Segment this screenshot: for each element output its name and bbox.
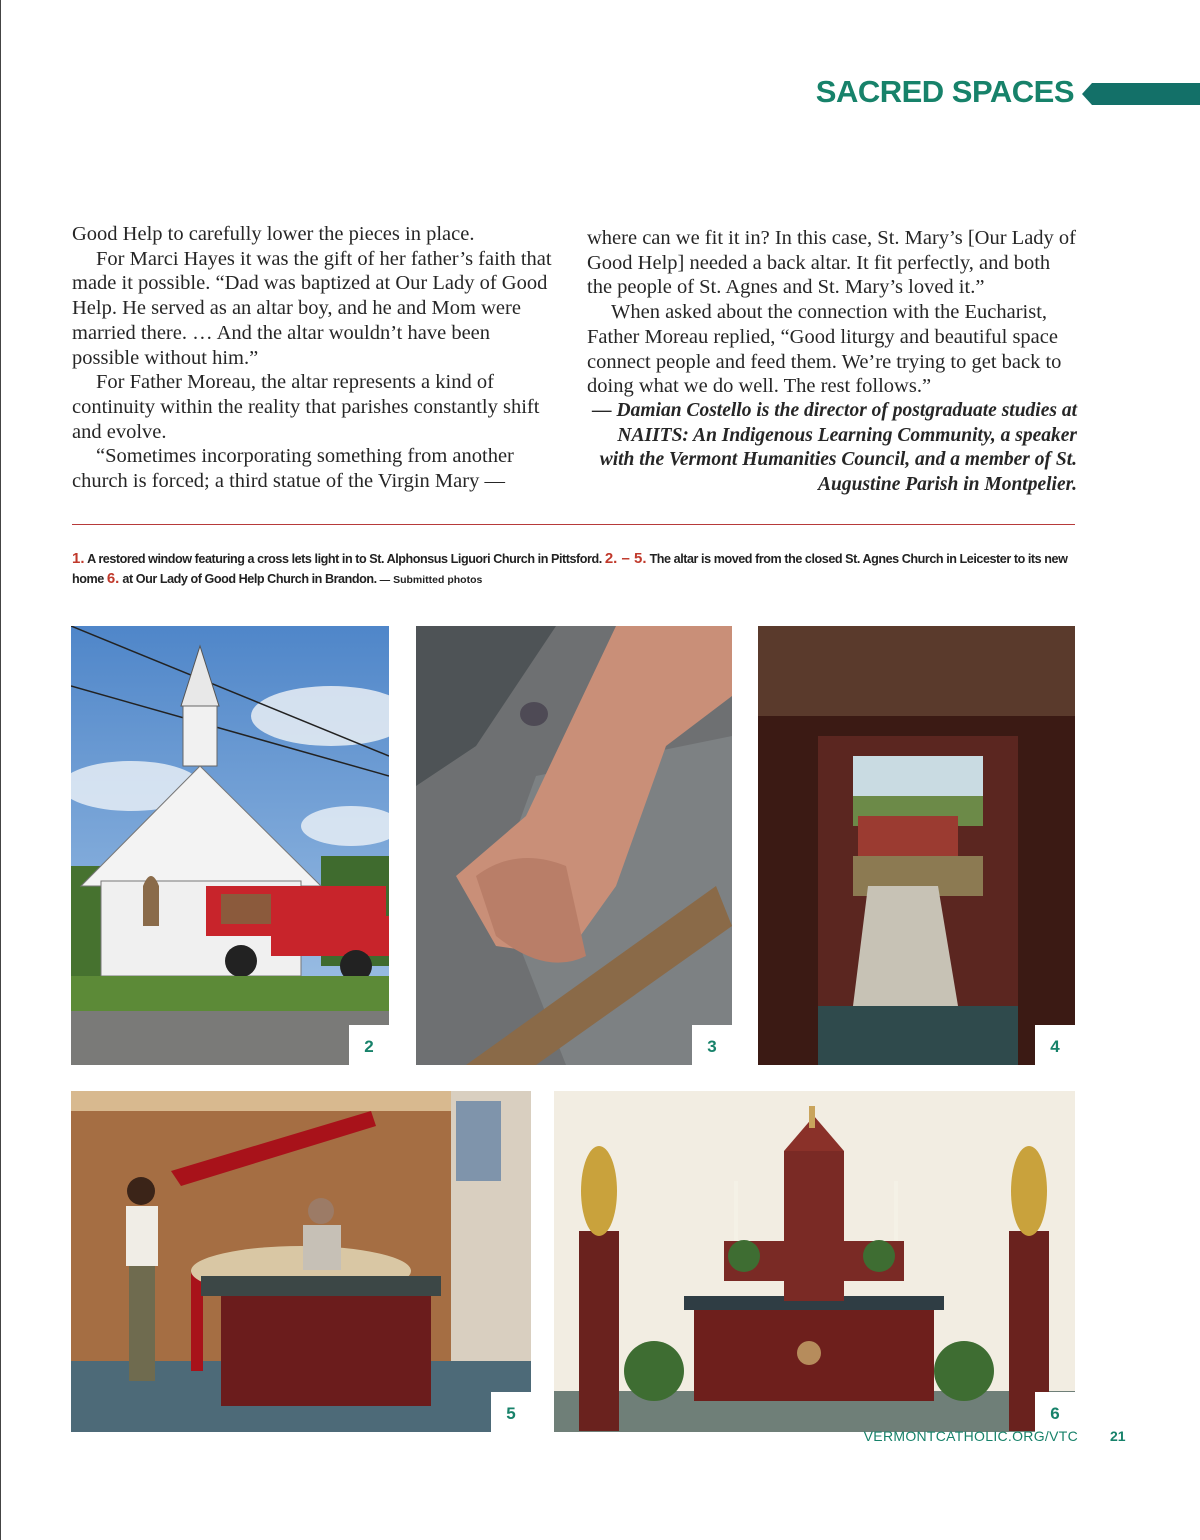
caption-number: 1.: [72, 550, 85, 567]
photo-number: 2: [349, 1025, 389, 1065]
caption-number: 6.: [106, 570, 120, 587]
caption-divider: [72, 524, 1075, 525]
paragraph: For Marci Hayes it was the gift of her father’s faith that made it possible. “Dad was baptized at Our Lady of Good Help. He served as an altar boy, and he and Mom were married there. … And the altar wouldn’t have been possible without him.”: [72, 247, 552, 369]
caption-text: A restored window featuring a cross lets light in to St. Alphonsus Liguori Church in Pittsford.: [84, 552, 605, 566]
photo-church-truck: [71, 626, 389, 1065]
section-title: SACRED SPACES: [815, 74, 1074, 109]
photo-restored-altar: [554, 1091, 1075, 1432]
author-bio: — Damian Costello is the director of postgraduate studies at NAIITS: An Indigenous Learning Community, a speaker with the Vermont Humanities Council, and a member of St. Augustine Parish in Montpelier.: [592, 399, 1077, 496]
caption-text: The altar is moved from the closed St. Agnes Church in Leicester to its new home: [72, 552, 1068, 586]
photo-number: 4: [1035, 1025, 1075, 1065]
photo-caption: [72, 549, 1082, 590]
caption-number: 2. – 5.: [604, 550, 647, 567]
article-right-column: [587, 226, 1077, 498]
paragraph: where can we fit it in? In this case, St. Mary’s [Our Lady of Good Help] needed a back altar. It fit perfectly, and both the people of St. Agnes and St. Mary’s loved it.”: [587, 227, 1077, 299]
caption-text: at Our Lady of Good Help Church in Brandon.: [119, 572, 380, 586]
paragraph: Good Help to carefully lower the pieces in place.: [72, 223, 475, 245]
photo-number: 6: [1035, 1392, 1075, 1432]
article-left-column: [72, 222, 562, 494]
paragraph: When asked about the connection with the Eucharist, Father Moreau replied, “Good liturgy and beautiful space connect people and feed them. We’re trying to get back to doing what we do well. The rest follows.”: [587, 301, 1062, 398]
photo-number: 5: [491, 1392, 531, 1432]
page-number: 21: [1110, 1428, 1126, 1444]
footer-website: VERMONTCATHOLIC.ORG/VTC: [863, 1428, 1078, 1444]
photo-credit: — Submitted photos: [379, 574, 483, 586]
photo-number: 3: [692, 1025, 732, 1065]
section-header: [780, 72, 1200, 116]
paragraph: For Father Moreau, the altar represents a kind of continuity within the reality that parishes constantly shift and evolve.: [72, 371, 540, 443]
section-tab-marker: [1082, 83, 1200, 105]
photo-altar-hoist: [71, 1091, 531, 1432]
paragraph: “Sometimes incorporating something from another church is forced; a third statue of the Virgin Mary —: [72, 445, 514, 493]
photo-doorway-altar-slab: [758, 626, 1075, 1065]
page-edge-rule: [0, 0, 1, 1540]
photo-hand-altar-stone: [416, 626, 732, 1065]
